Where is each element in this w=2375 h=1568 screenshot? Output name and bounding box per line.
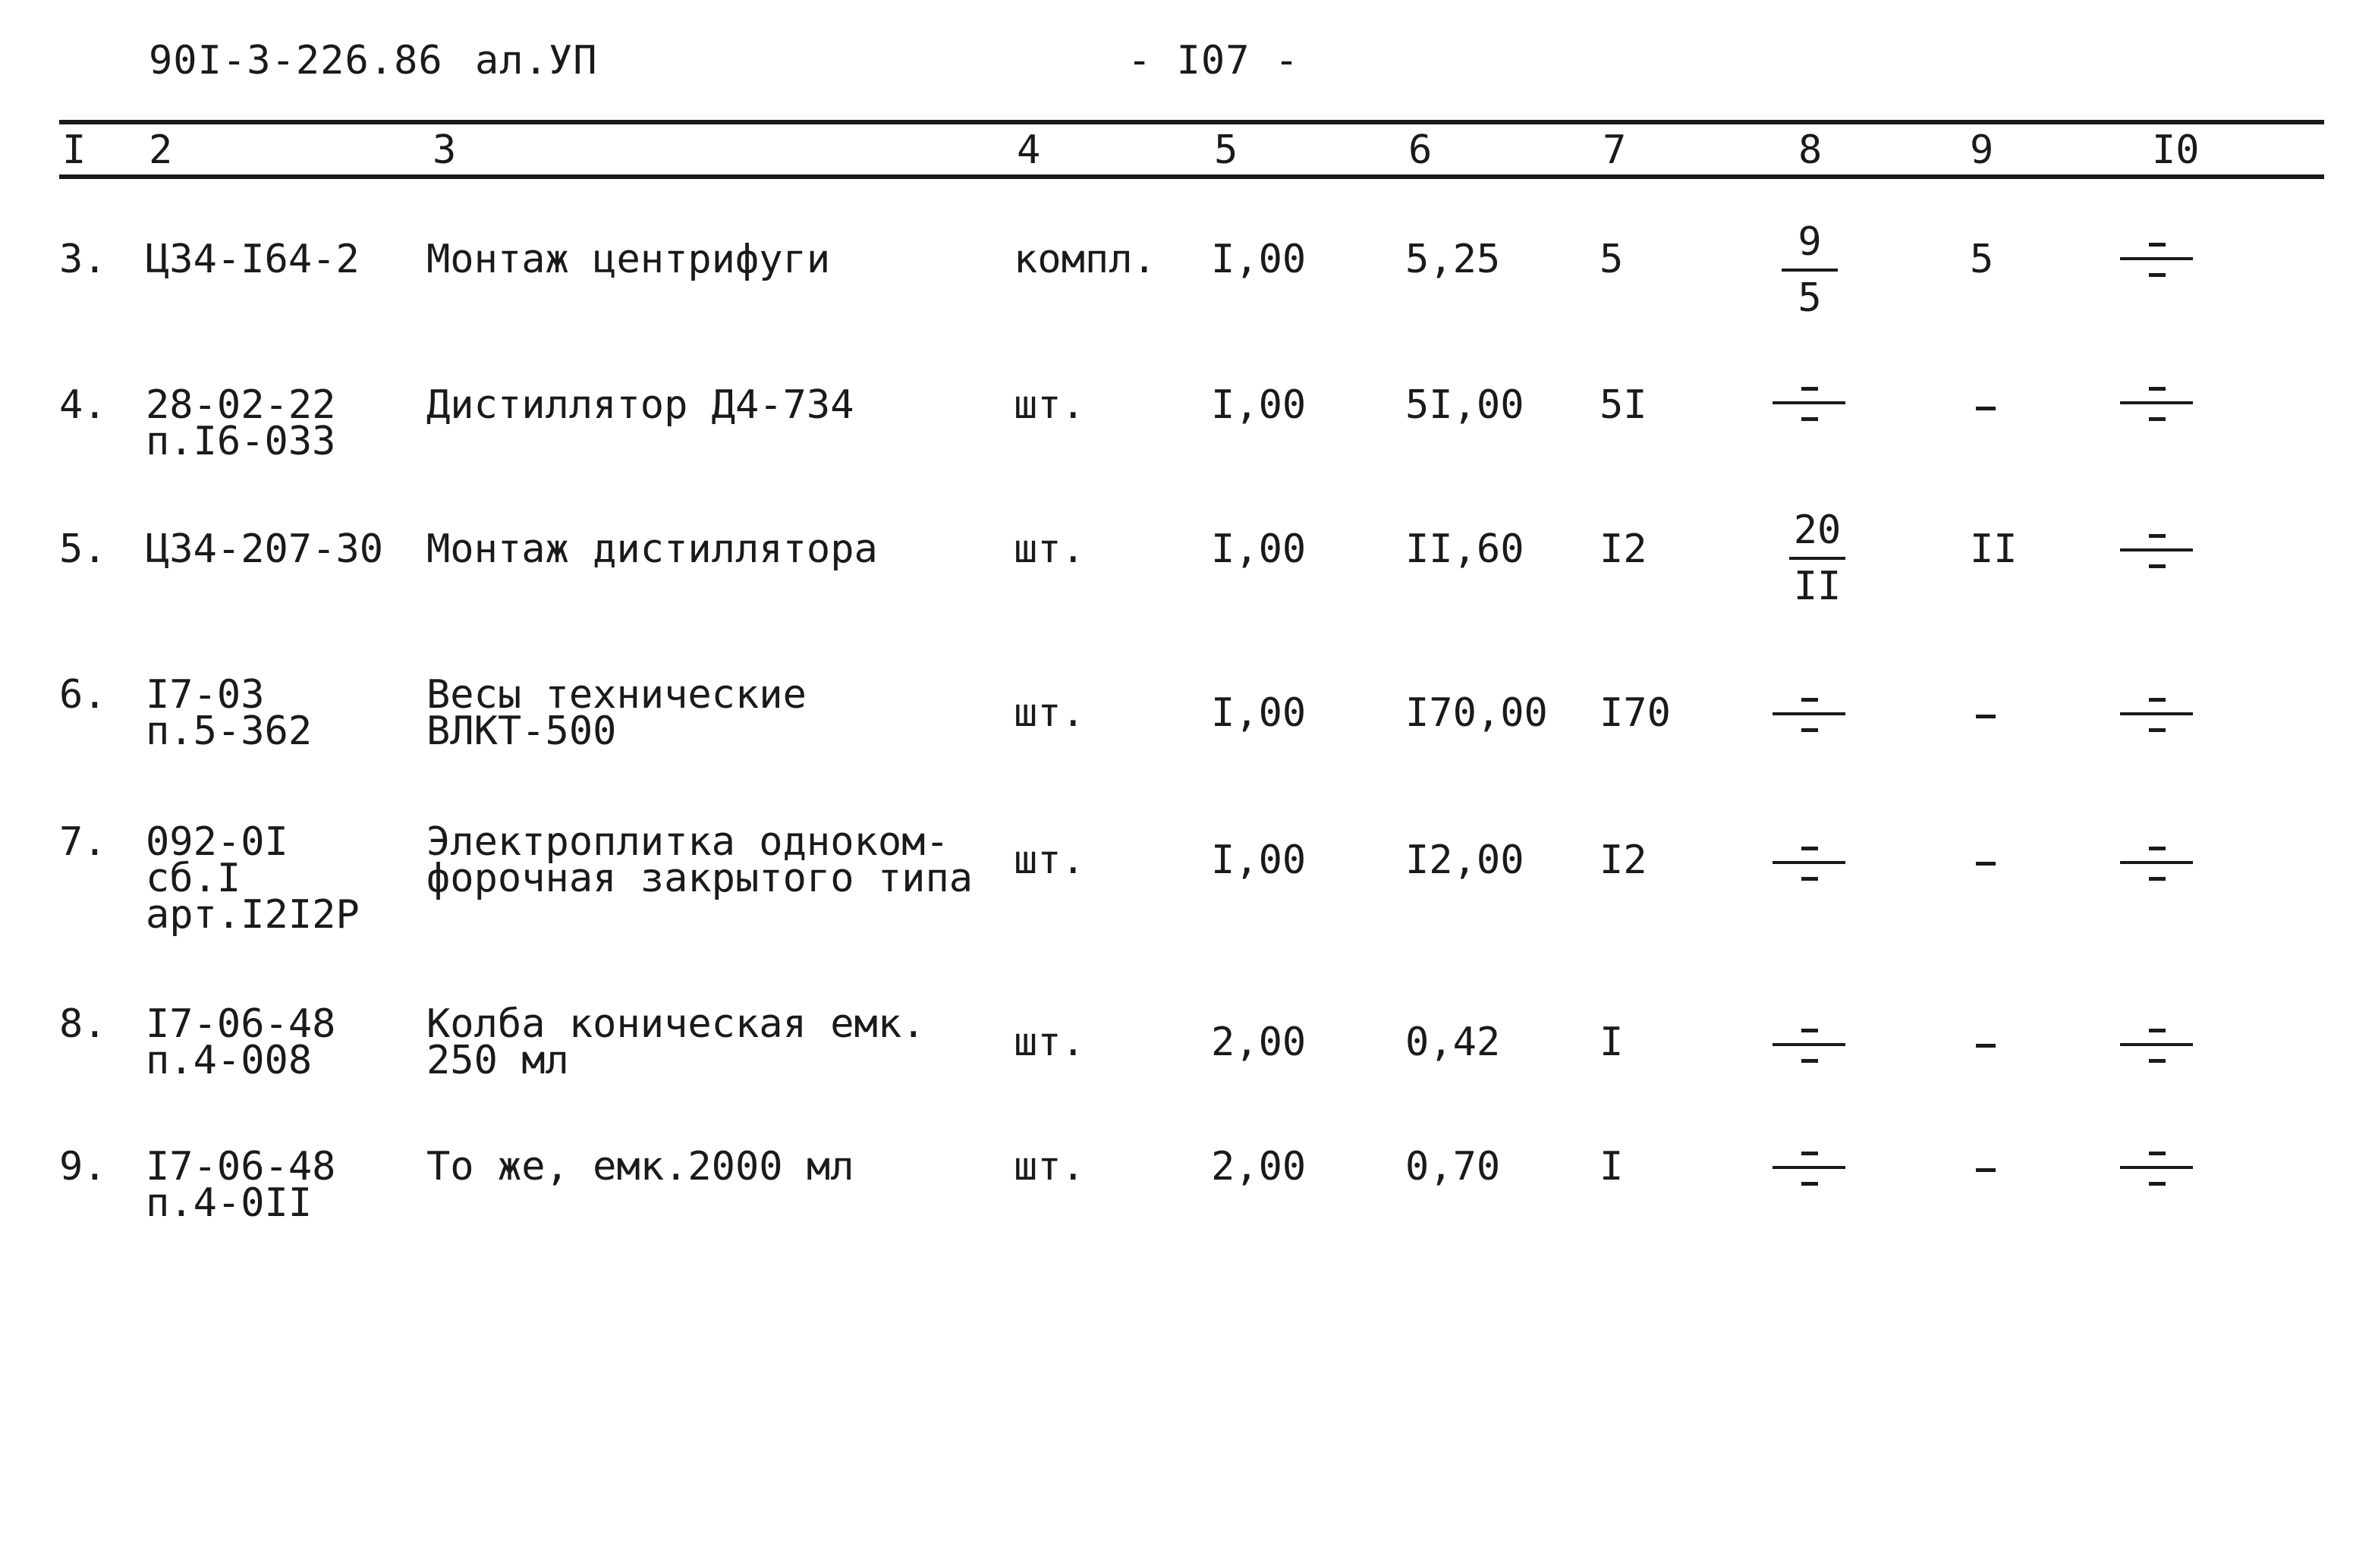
table-row: [0, 219, 2375, 321]
dash-icon: [1976, 715, 1996, 718]
price-code: I7-06-48 п.4-0II: [146, 1144, 336, 1226]
price-code: Ц34-207-30: [146, 526, 384, 572]
page-number: - I07 -: [1128, 38, 1300, 83]
price-code: 28-02-22 п.I6-033: [146, 382, 336, 464]
row-number: 5.: [59, 526, 107, 572]
fraction-value: [1776, 220, 1844, 320]
unit: шт.: [1014, 1144, 1085, 1189]
item-name: Электроплитка одноком- форочная закрытого типа: [426, 819, 974, 901]
column-header: 4: [1017, 127, 1041, 173]
total: I2: [1600, 526, 1647, 572]
column-header: 5: [1214, 127, 1238, 173]
table-row: [0, 1001, 2375, 1083]
item-name: Колба коническая емк. 250 мл: [426, 1001, 926, 1083]
divide-sign-icon: [2120, 1145, 2193, 1191]
quantity: I,00: [1211, 382, 1307, 428]
fraction-numerator: 20: [1793, 507, 1842, 553]
unit: шт.: [1014, 837, 1085, 883]
unit-price: 0,42: [1405, 1020, 1501, 1065]
divide-sign-icon: [2120, 237, 2193, 282]
divide-sign-icon: [1773, 381, 1845, 426]
item-name: Дистиллятор Д4-734: [426, 382, 854, 428]
price-code: I7-03 п.5-362: [146, 672, 313, 754]
quantity: I,00: [1211, 690, 1307, 736]
album-label: ал.УП: [475, 38, 598, 83]
price-code: I7-06-48 п.4-008: [146, 1001, 336, 1083]
row-number: 7.: [59, 819, 107, 865]
fraction-numerator: 9: [1798, 219, 1822, 265]
divide-sign-icon: [1773, 841, 1845, 886]
divide-sign-icon: [1773, 1145, 1845, 1191]
divide-sign-icon: [1773, 692, 1845, 737]
unit-price: 5,25: [1405, 237, 1501, 282]
column-header: 2: [149, 127, 173, 173]
row-number: 9.: [59, 1144, 107, 1189]
column-header: 6: [1408, 127, 1433, 173]
price-code: 092-0I сб.I арт.I2I2Р: [146, 819, 360, 938]
column-header: 9: [1970, 127, 1994, 173]
unit: шт.: [1014, 1020, 1085, 1065]
dash-icon: [1976, 1044, 1996, 1048]
dash-icon: [1976, 407, 1996, 410]
unit: шт.: [1014, 526, 1085, 572]
quantity: I,00: [1211, 526, 1307, 572]
table-top-rule: [59, 120, 2324, 124]
fraction-denominator: II: [1793, 564, 1842, 609]
quantity: I,00: [1211, 837, 1307, 883]
price-code: Ц34-I64-2: [146, 237, 360, 282]
total: I: [1600, 1144, 1624, 1189]
row-number: 3.: [59, 237, 107, 282]
table-row: [0, 507, 2375, 609]
column-header: I: [62, 127, 87, 173]
table-row: [0, 819, 2375, 938]
row-number: 8.: [59, 1001, 107, 1047]
divide-sign-icon: [2120, 381, 2193, 426]
unit: шт.: [1014, 690, 1085, 736]
total: I70: [1600, 690, 1671, 736]
table-row: [0, 1144, 2375, 1226]
dash-icon: [1976, 862, 1996, 866]
quantity: I,00: [1211, 237, 1307, 282]
column-header: 8: [1798, 127, 1823, 173]
column-9-value: 5: [1970, 237, 1994, 282]
row-number: 4.: [59, 382, 107, 428]
table-row: [0, 382, 2375, 464]
divide-sign-icon: [2120, 692, 2193, 737]
fraction-value: [1783, 508, 1851, 608]
quantity: 2,00: [1211, 1144, 1307, 1189]
divide-sign-icon: [2120, 1023, 2193, 1068]
fraction-bar: [1789, 557, 1845, 560]
divide-sign-icon: [1773, 1023, 1845, 1068]
fraction-denominator: 5: [1798, 275, 1822, 321]
unit: компл.: [1014, 237, 1156, 282]
unit-price: 5I,00: [1405, 382, 1524, 428]
unit-price: I2,00: [1405, 837, 1524, 883]
fraction-bar: [1782, 269, 1838, 272]
table-row: [0, 672, 2375, 754]
item-name: Весы технические ВЛКТ-500: [426, 672, 807, 754]
total: 5: [1600, 237, 1624, 282]
item-name: Монтаж центрифуги: [426, 237, 831, 282]
total: I2: [1600, 837, 1647, 883]
total: 5I: [1600, 382, 1647, 428]
unit-price: I70,00: [1405, 690, 1548, 736]
document-code: 90I-3-226.86: [149, 38, 443, 83]
dash-icon: [1976, 1168, 1996, 1172]
item-name: Монтаж дистиллятора: [426, 526, 878, 572]
item-name: То же, емк.2000 мл: [426, 1144, 854, 1189]
divide-sign-icon: [2120, 841, 2193, 886]
divide-sign-icon: [2120, 528, 2193, 573]
column-header: I0: [2152, 127, 2200, 173]
column-header: 3: [433, 127, 457, 173]
row-number: 6.: [59, 672, 107, 718]
unit-price: 0,70: [1405, 1144, 1501, 1189]
unit: шт.: [1014, 382, 1085, 428]
table-header-rule: [59, 174, 2324, 179]
column-header: 7: [1603, 127, 1627, 173]
unit-price: II,60: [1405, 526, 1524, 572]
quantity: 2,00: [1211, 1020, 1307, 1065]
total: I: [1600, 1020, 1624, 1065]
column-9-value: II: [1970, 526, 2018, 572]
